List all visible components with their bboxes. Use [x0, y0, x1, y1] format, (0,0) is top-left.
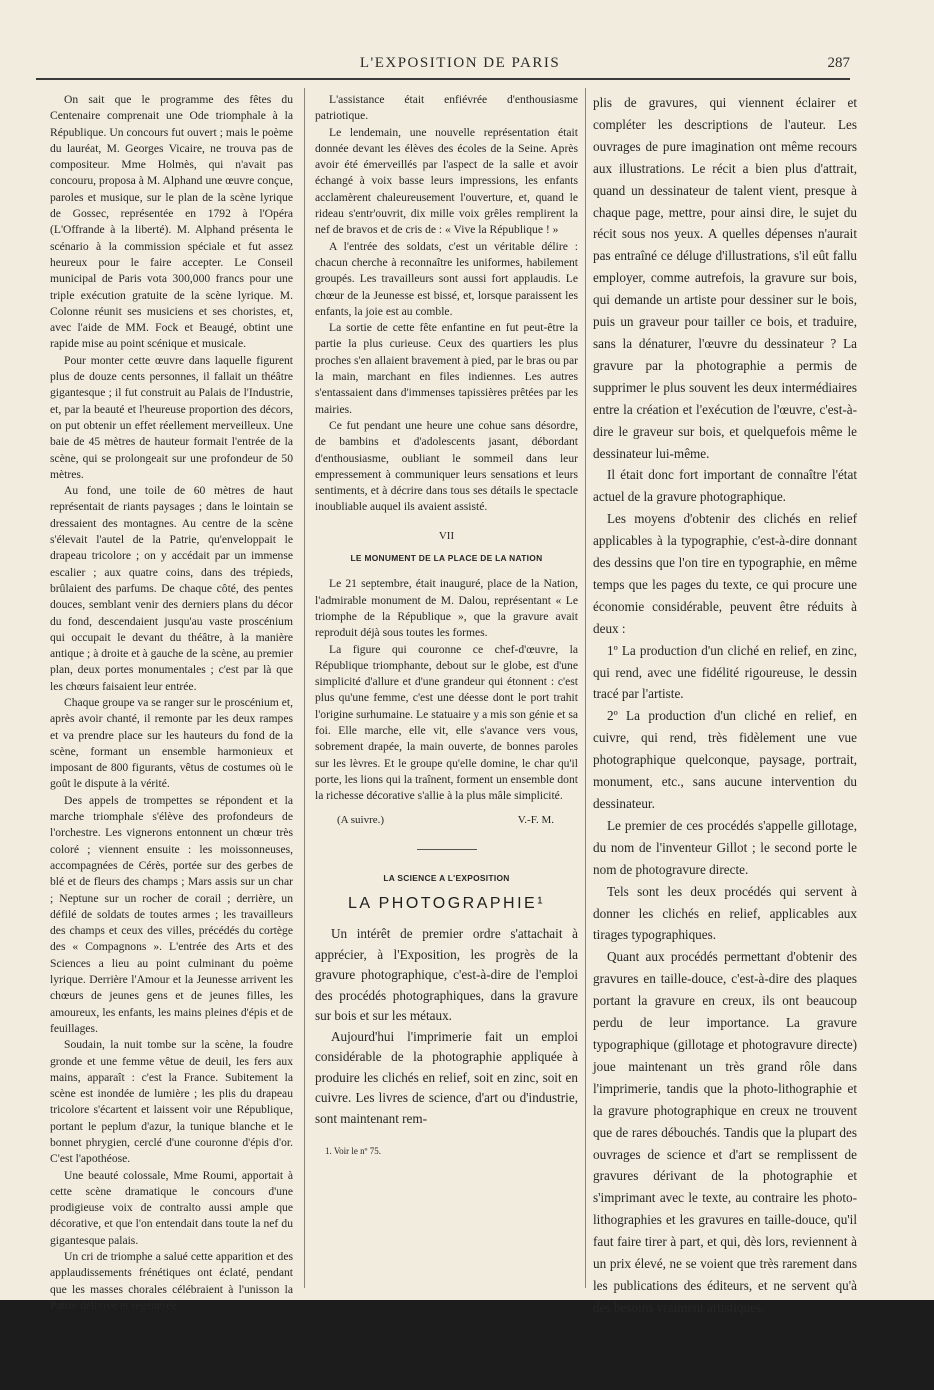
column-right: [593, 92, 857, 1319]
to-be-continued: (A suivre.): [337, 814, 385, 827]
column-left: [50, 92, 293, 1314]
article-lead: [315, 924, 578, 1129]
paragraph: Aujourd'hui l'imprimerie fait un emploi considérable de la photographie appliquée à produire les clichés en relief, soit en zinc, soit en cuivre. Les livres de science, d'art ou d'industrie, sont maintenant rem-: [315, 1028, 578, 1126]
science-heading: LA SCIENCE A L'EXPOSITION: [383, 872, 510, 883]
paragraph: Tels sont les deux procédés qui servent à donner les clichés en relief, applicables aux tirages typographiques.: [593, 883, 857, 943]
paragraph: Un cri de triomphe a salué cette apparition et des applaudissements frénétiques ont éclaté, pendant que les masses chorales célébraient à l'unisson la Patrie délivrée et régénérée.: [50, 1250, 293, 1312]
paragraph: Le lendemain, une nouvelle représentation était donnée devant les élèves des écoles de la Seine. Après avoir été émerveillés par l'aspect de la salle et avoir échangé à voix basse leurs impressions, les enfants acclamèrent chaleureusement l'ouverture, et, quand le rideau s'entr'ouvrit, dix mille voix grêles remplirent la nef de bravos et de cris de : « Vive la République ! »: [315, 125, 578, 237]
section-title: LE MONUMENT DE LA PLACE DE LA NATION: [350, 553, 543, 564]
paragraph: Soudain, la nuit tombe sur la scène, la foudre gronde et une femme vêtue de deuil, les fers aux mains, apparaît : c'est la France. Subitement la scène est inondée de lumière ; les plis du drapeau tricolore s'écartent et laissent voir une République, portant le peplum d'azur, la tunique blanche et le bonnet phrygien, cerclé d'une couronne d'épis d'or. C'est l'apothéose.: [50, 1038, 293, 1166]
paragraph: Une beauté colossale, Mme Roumi, apportait à cette scène dramatique le concours d'une prodigieuse voix de contralto aussi ample que décorative, et que l'on entendait dans toute la nef du gigantesque palais.: [50, 1168, 293, 1247]
running-title: L'EXPOSITION DE PARIS: [359, 55, 561, 71]
section-numeral: VII: [438, 529, 455, 542]
paragraph: L'assistance était enfiévrée d'enthousiasme patriotique.: [315, 93, 578, 123]
article-signature-line: [315, 804, 578, 828]
paragraph: Pour monter cette œuvre dans laquelle figurent plus de douze cents personnes, il fallait un théâtre gigantesque ; il fut construit au Palais de l'Industrie, et, par la beauté et l'heureuse proportion des décors, on put obtenir un effet réellement merveilleux. Une baie de 45 mètres de hauteur formait l'entrée de la scène, qui se prolongeait sur une profondeur de 50 mètres.: [50, 353, 293, 481]
paragraph: On sait que le programme des fêtes du Centenaire comprenait une Ode triomphale à la République. Un concours fut ouvert ; mais le poème du lauréat, M. Georges Vicaire, ne trouva pas de compositeur. Mme Holmès, qui n'avait pas concouru, proposa à M. Alphand une œuvre conçue, paroles et musique, sur le plan de la scène lyrique de Gossec, représentée en 1792 à l'Opéra (L'Offrande à la liberté). M. Alphand présenta le scénario à la commission spéciale et fut assez heureux pour le faire accepter. Le Conseil municipal de Paris vota 300,000 francs pour une triple exécution gratuite de la scène lyrique. M. Colonne réunit ses musiciens et ses choristes, et, avec l'aide de MM. Fock et Beaugé, obtint une rapide mise au point scénique et musicale.: [50, 93, 293, 351]
paragraph: Au fond, une toile de 60 mètres de haut représentait de riants paysages ; dans le lointain se dressaient des montagnes. Au centre de la scène s'élevait l'autel de la Patrie, qu'enveloppait le drapeau tricolore ; on y accédait par un immense escalier ; aux quatre coins, dans des trépieds, brûlaient des parfums. De chaque côté, des pentes douces, semblant venir des derniers plans du décor du fond, descendaient jusqu'au vaste proscénium qui occupait le devant du théâtre, à la manière antique ; à droite et à gauche de la scène, au premier plan, deux portes monumentales ; c'est par là que les chœurs faisaient leur entrée.: [50, 484, 293, 693]
paragraph: 2º La production d'un cliché en relief, en cuivre, qui rend, très fidèlement une vue photographique quelconque, paysage, portrait, monument, etc., sans aucune intervention du dessinateur.: [593, 708, 857, 811]
column-divider: [304, 88, 305, 1288]
paragraph: Un intérêt de premier ordre s'attachait à apprécier, à l'Exposition, les progrès de la gravure photographique, c'est-à-dire de l'emploi des procédés photographiques, dans la gravure sur bois et sur les métaux.: [315, 926, 578, 1024]
article-separator: [417, 849, 477, 850]
paragraph: Il était donc fort important de connaître l'état actuel de la gravure photographique.: [593, 467, 857, 505]
header-rule: [36, 78, 850, 80]
paragraph: Le premier de ces procédés s'appelle gillotage, du nom de l'inventeur Gillot ; le second porte le nom de photogravure directe.: [593, 817, 857, 877]
paragraph: La sortie de cette fête enfantine en fut peut-être la partie la plus curieuse. Ceux des quartiers les plus proches s'en allaient bravement à pied, par le bras ou par la main, marchant en files indiennes. Les autres s'entassaient dans d'immenses tapissières prêtées par les mairies.: [315, 321, 578, 416]
paragraph: Ce fut pendant une heure une cohue sans désordre, de bambins et d'adolescents jasant, débordant d'enthousiasme, oubliant le sommeil dans leur empressement à communiquer leurs sensations et leurs sentiments, et à décrire dans tous ses détails le spectacle inoubliable auquel ils avaient assisté.: [315, 418, 578, 514]
paragraph: Quant aux procédés permettant d'obtenir des gravures en taille-douce, c'est-à-dire des plaques portant la gravure en creux, ils ont beaucoup perdu de leur importance. La gravure typographique (gillotage et photogravure directe) joue maintenant un très grand rôle dans l'imprimerie, tandis que la photo-lithographie et la gravure photographique en creux ne trouvent que de rares débouchés. Tandis que la plupart des ouvrages de science et d'art se remplissent de gravures dérivant de la photographie et s'imprimant avec le texte, au contraire les photo-lithographies et les gravures en taille-douce, qu'il faut faire tirer à part, et qui, dès lors, reviennent à un prix élevé, ne se voient que très rarement dans les publications des éditeurs, et ne servent qu'à des besoins vraiment artistiques.: [593, 949, 857, 1315]
author-initials: V.-F. M.: [517, 814, 554, 827]
paragraph: Les moyens d'obtenir des clichés en relief applicables à la typographie, c'est-à-dire donnant des dessins que l'on tire en typographie, en même temps que les pages du texte, ce qui procure une économie considérable, peuvent être réduits à deux :: [593, 511, 857, 636]
paragraph: A l'entrée des soldats, c'est un véritable délire : chacun cherche à reconnaître les uniformes, habilement groupés. Les travailleurs sont aussi fort applaudis. Le chœur de la Jeunesse est bissé, et, lorsque paraissent les enfants, la joie est au comble.: [315, 239, 578, 318]
paragraph: Le 21 septembre, était inauguré, place de la Nation, l'admirable monument de M. Dalou, représentant « Le triomphe de la République », que la gravure avait reproduit déjà sous toutes les formes.: [315, 577, 578, 640]
column-divider: [585, 88, 586, 1288]
paragraph: La figure qui couronne ce chef-d'œuvre, la République triomphante, debout sur le globe, est d'une simplicité d'allure et d'une grandeur qui étonnent : c'est plus qu'une femme, c'est une déesse dont le port trahit l'origine surhumaine. Le statuaire y a mis son génie et sa foi. Elle marche, elle vit, elle s'avance vers vous, sobrement drapée, la main ouverte, de bonnes paroles sur les lèvres. Et le groupe qu'elle domine, le char qu'il porte, les lions qui la traînent, forment un ensemble dont la richesse décorative s'allie à la plus mâle simplicité.: [315, 642, 578, 803]
paragraph: Des appels de trompettes se répondent et la marche triomphale s'élève des profondeurs de l'orchestre. Les vignerons entonnent un chœur très coloré ; viennent ensuite : les moissonneuses, accompagnées de Cérès, portée sur des gerbes de blé et de fleurs des champs ; Mars assis sur un char ; Neptune sur un rocher de corail ; derrière, un défilé de soldats de toutes armes ; les travailleurs des champs et ceux des villes, précédés du cortège des « Compagnons ». L'entrée des Arts et des Sciences a lieu au point culminant du poème lyrique. Derrière l'Amour et la Jeunesse arrivent les chœurs de jeunes gens et de jeunes filles, les amoureux, les enfants, les mains pleines d'épis et de feuillages.: [50, 793, 293, 1035]
article-title: LA PHOTOGRAPHIE¹: [347, 895, 546, 913]
page-number: 287: [827, 55, 850, 71]
footnote: 1. Voir le nº 75.: [325, 1146, 381, 1157]
paragraph: Chaque groupe va se ranger sur le proscénium et, après avoir chanté, il remonte par les deux rampes et va prendre place sur les hauteurs du fond de la scène, formant un ensemble harmonieux et imposant de 800 figurants, vêtus de costumes où le goût le dispute à la vérité.: [50, 695, 293, 791]
paragraph: plis de gravures, qui viennent éclairer et compléter les descriptions de l'auteur. Les ouvrages de pure imagination ont même recours aux illustrations. Le récit a bien plus d'attrait, quand un dessinateur de talent vient, presque à chaque page, mettre, pour ainsi dire, le sujet du récit sous nos yeux. A quelles dépenses n'aurait pas entraîné ce déluge d'illustrations, s'il eût fallu employer, comme autrefois, la gravure sur bois, qui demande un artiste pour dessiner sur le bois, puis un graveur pour tailler ce bois, et traduire, sans la dénaturer, l'œuvre du dessinateur ? La gravure par la photographie a permis de supprimer le plus souvent les deux intermédiaires entre la création et l'exécution de l'œuvre, c'est-à-dire le graveur sur bois, et quelquefois même le dessinateur lui-même.: [593, 95, 857, 461]
column-middle: [315, 92, 578, 1160]
paragraph: 1º La production d'un cliché en relief, en zinc, qui rend, avec une fidélité rigoureuse, le dessin tracé par l'artiste.: [593, 642, 857, 702]
